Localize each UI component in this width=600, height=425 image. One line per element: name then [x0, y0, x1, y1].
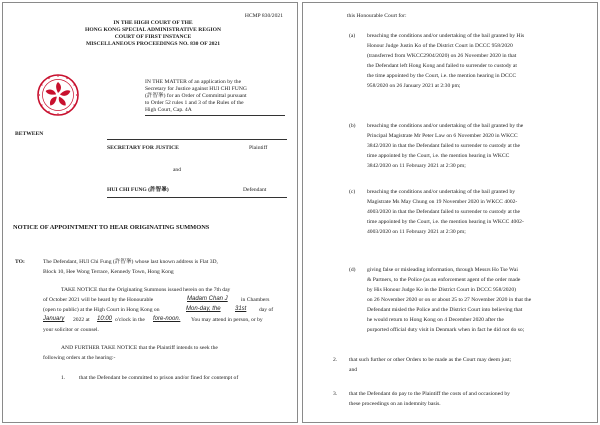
court-line-2: HONG KONG SPECIAL ADMINISTRATIVE REGION	[84, 27, 222, 33]
court-line-4: MISCELLANEOUS PROCEEDINGS NO. 830 OF 2021	[85, 41, 221, 47]
item-a-line-6: 958/2020 on 26 January 2021 at 2:30 pm;	[367, 83, 461, 89]
and-label: and	[172, 167, 182, 173]
handwritten-time: 10:00	[97, 316, 113, 322]
item-d-line-3: by His Honour Judge Ko in the District Court in DCCC 958/2020)	[367, 287, 517, 293]
right-intro: this Honourable Court for:	[347, 13, 407, 19]
item-b-label: (b)	[349, 123, 356, 129]
to-line-2: Block 10, Hee Wong Terrace, Kennedy Town, Hong Kong	[43, 269, 174, 275]
item-a-line-4: the Defendant left Hong Kong and failed to surrender to custody at	[367, 63, 517, 69]
divider	[107, 197, 287, 198]
item-d-label: (d)	[349, 267, 356, 273]
order-3-number: 3.	[333, 391, 338, 397]
take-notice-line-4: 2022 at	[73, 317, 90, 323]
matter-line-1: IN THE MATTER of an application by the	[145, 79, 242, 85]
take-notice-line-5: your solicitor or counsel.	[43, 327, 99, 333]
item-a-line-2: Honour Judge Justin Ko of the District Court in DCCC 958/2020	[367, 43, 513, 49]
plaintiff-name: SECRETARY FOR JUSTICE	[107, 145, 179, 151]
handwritten-month: January	[43, 316, 65, 322]
further-line-2: following orders at the hearing:-	[43, 355, 116, 361]
handwritten-date: 31st	[235, 306, 247, 312]
order-1-text: that the Defendant be committed to prison and/or fined for contempt of	[79, 375, 239, 381]
court-seal-emblem	[36, 73, 80, 117]
item-c-line-3: 4003/2020 in that the Defendant failed to surrender to custody at the	[367, 209, 521, 215]
divider	[145, 115, 285, 116]
order-2-line-1: that such further or other Orders to be made as the Court may deem just;	[349, 357, 512, 363]
take-notice-line-2: of October 2021 will be heard by the Honourable	[43, 297, 154, 303]
further-line-1: AND FURTHER TAKE NOTICE that the Plaintiff intends to seek the	[61, 345, 218, 351]
item-c-label: (c)	[349, 189, 356, 195]
take-notice-line-3: (open to public) at the High Court in Hong Kong on	[43, 307, 160, 313]
in-chambers: in Chambers	[241, 297, 270, 303]
court-line-1: IN THE HIGH COURT OF THE	[113, 20, 193, 26]
item-d-line-5: Defendant misled the Police and the District Court into believing that	[367, 307, 523, 313]
oclock-in-the: o'clock in the	[115, 317, 145, 323]
item-d-line-2: & Partners, to the Police (as an enforcement agent of the order made	[367, 277, 521, 283]
order-3-line-1: that the Defendant do pay to the Plaintiff the costs of and occasioned by	[349, 391, 510, 397]
handwritten-period: fore-noon.	[153, 316, 181, 322]
item-d-line-7: purported official duty visit in Denmark when in fact he did not do so;	[367, 327, 525, 333]
matter-line-2: Secretary for Justice against HUI CHI FUNG	[145, 86, 247, 92]
matter-line-5: High Court, Cap. 4A	[145, 107, 192, 113]
item-a-line-3: (transferred from WKCC2904/2020) on 26 November 2020 in that	[367, 53, 517, 59]
item-b-line-1: breaching the conditions and/or undertaking of the bail granted by the	[367, 123, 524, 129]
order-2-line-2: and	[349, 367, 358, 373]
order-1-number: 1.	[61, 375, 66, 381]
notice-title: NOTICE OF APPOINTMENT TO HEAR ORIGINATING SUMMONS	[13, 224, 210, 231]
item-b-line-5: 3842/2020 on 11 February 2021 at 2:30 pm;	[367, 163, 466, 169]
day-of: day of	[259, 307, 274, 313]
item-a-line-1: breaching the conditions and/or undertaking of the bail granted by His	[367, 33, 525, 39]
to-line-1: The Defendant, HUI Chi Fung (許智峯) whose last known address is Flat 3D,	[43, 259, 218, 265]
matter-line-3: (許智峯) for an Order of Committal pursuant	[145, 93, 247, 99]
defendant-name: HUI CHI FUNG (許智峯)	[107, 187, 169, 193]
to-label: TO:	[15, 259, 25, 265]
document-page-right	[302, 2, 598, 423]
court-line-3: COURT OF FIRST INSTANCE	[114, 34, 192, 40]
item-d-line-6: he would return to Hong Kong on 4 December 2020 after the	[367, 317, 504, 323]
order-3-line-2: these proceedings on an indemnity basis.	[349, 401, 441, 407]
order-2-number: 2.	[333, 357, 338, 363]
handwritten-judge: Madam Chan J	[187, 296, 228, 302]
item-b-line-2: Principal Magistrate Mr Peter Law on 6 November 2020 in WKCC	[367, 133, 518, 139]
item-b-line-3: 3842/2020 in that the Defendant failed to surrender to custody at the	[367, 143, 521, 149]
item-c-line-2: Magistrate Ms May Chung on 19 November 2020 in WKCC 4002-	[367, 199, 518, 205]
item-c-line-1: breaching the conditions and/or undertaking of the bail granted by	[367, 189, 516, 195]
item-d-line-4: on 26 November 2020 or on or about 25 to 27 November 2020 in that the	[367, 297, 532, 303]
appear-text: You may attend in person, or by	[191, 317, 263, 323]
defendant-role: Defendant	[243, 187, 267, 193]
handwritten-day: Mon-day, the	[186, 306, 221, 312]
divider	[107, 139, 287, 140]
item-d-line-1: giving false or misleading information, through Messrs Ho Tse Wai	[367, 267, 518, 273]
item-c-line-4: time appointed by the Court, i.e. the mention hearing in WKCC 4002-	[367, 219, 524, 225]
item-a-line-5: the time appointed by the Court, i.e. the mention hearing in DCCC	[367, 73, 517, 79]
matter-line-4: to Order 52 rules 1 and 3 of the Rules of the	[145, 100, 244, 106]
plaintiff-role: Plaintiff	[249, 145, 268, 151]
take-notice-line-1: TAKE NOTICE that the Originating Summons issued herein on the 7th day	[61, 287, 231, 293]
item-a-label: (a)	[349, 33, 356, 39]
item-c-line-5: 4003/2020 on 11 February 2021 at 2:30 pm;	[367, 229, 466, 235]
between-label: BETWEEN	[15, 131, 44, 137]
case-number: HCMP 830/2021	[244, 13, 283, 19]
document-page-left	[2, 2, 298, 423]
item-b-line-4: time appointed by the Court, i.e. the mention hearing in WKCC	[367, 153, 510, 159]
